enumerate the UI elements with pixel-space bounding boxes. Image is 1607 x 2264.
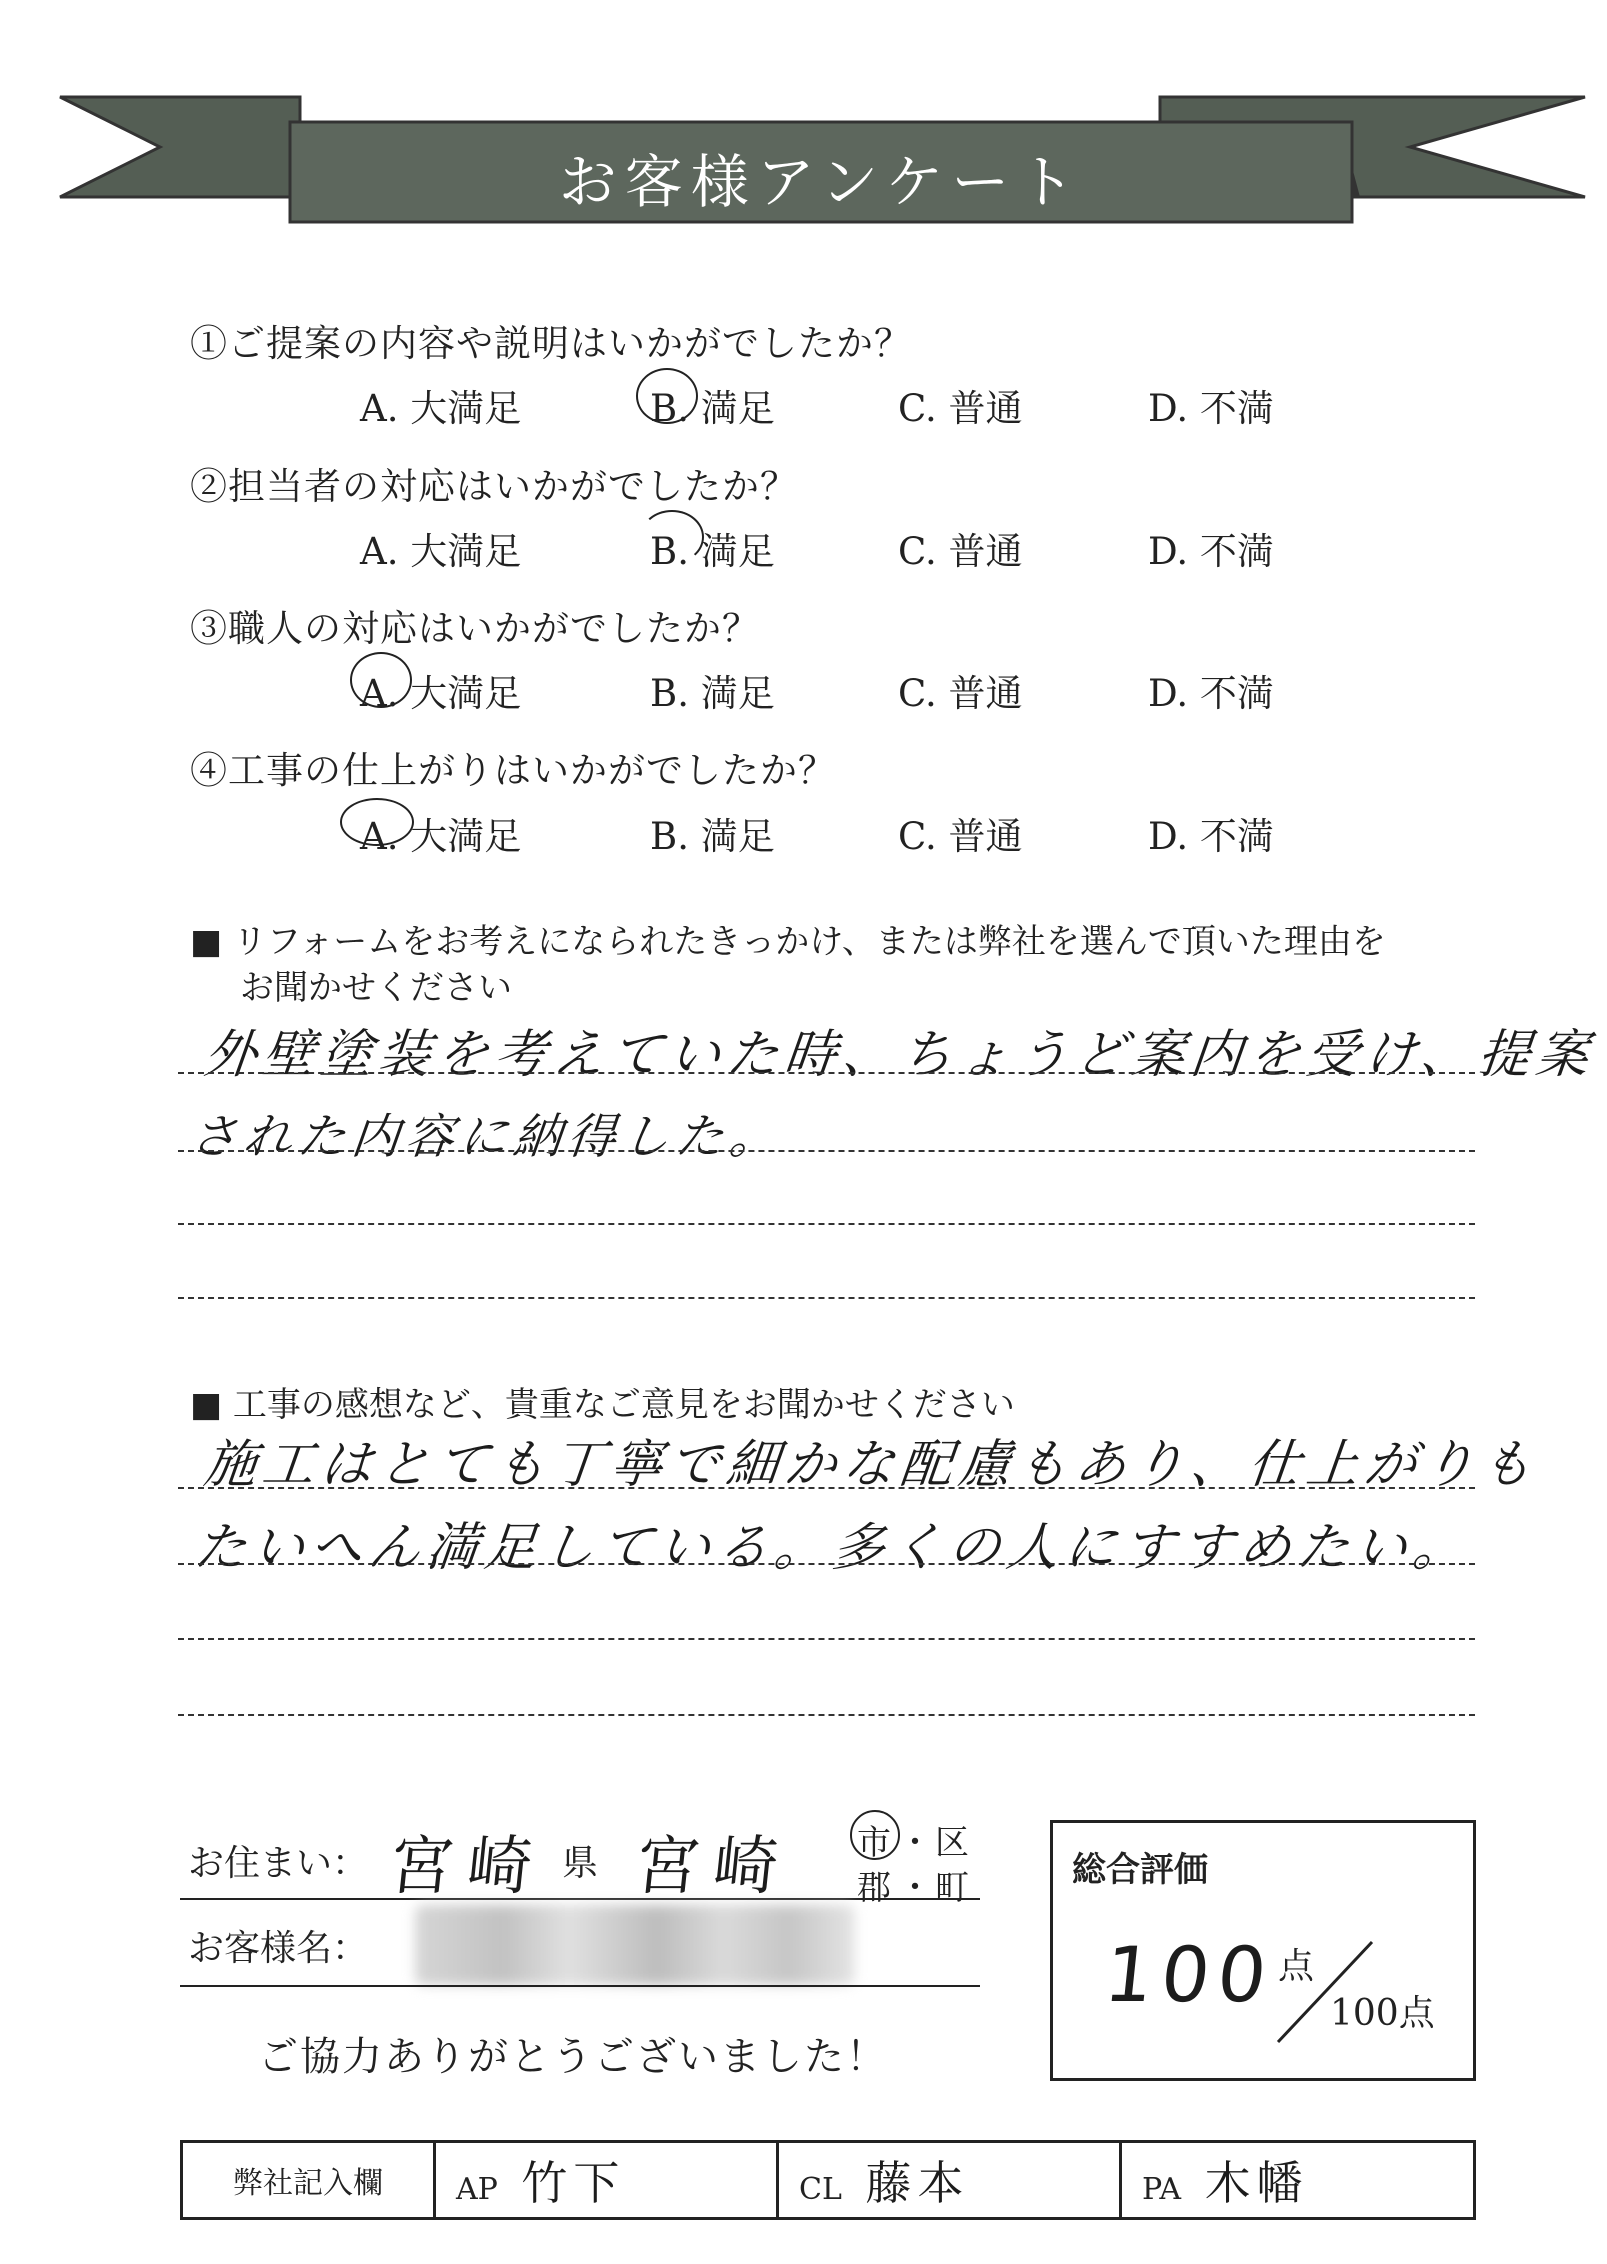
- staff-table: [180, 2140, 1476, 2220]
- section-heading: ■ リフォームをお考えになられたきっかけ、または弊社を選んで頂いた理由を: [190, 922, 1386, 962]
- city-handwritten: 宮崎: [631, 1830, 796, 1904]
- selected-option-mark: [636, 368, 698, 424]
- option-b: B. 満足: [650, 530, 775, 573]
- option-c: C. 普通: [898, 672, 1023, 715]
- city-option: 市: [857, 1823, 891, 1863]
- option-d: D. 不満: [1148, 815, 1274, 858]
- option-b: B. 満足: [650, 387, 775, 430]
- page-title: お客様アンケート: [558, 148, 1084, 216]
- section-heading: ■ 工事の感想など、貴重なご意見をお聞かせください: [190, 1385, 1015, 1425]
- ward-option: 区: [935, 1823, 969, 1863]
- answer-line: [178, 1297, 1475, 1299]
- cl-cell: [778, 2142, 1121, 2219]
- handwritten-answer: された内容に納得した。: [186, 1109, 787, 1165]
- answer-line: [178, 1638, 1475, 1640]
- option-d: D. 不満: [1148, 530, 1274, 573]
- customer-label: お客様名：: [188, 1928, 369, 1969]
- score-value-handwritten: 100: [1100, 1930, 1279, 2019]
- ap-label: AP: [456, 2172, 498, 2207]
- ap-cell: [435, 2142, 778, 2219]
- ap-value: 竹下: [521, 2156, 626, 2210]
- option-d: D. 不満: [1148, 672, 1274, 715]
- prefecture-handwritten: 宮崎: [385, 1830, 550, 1904]
- option-a: A. 大満足: [360, 815, 522, 858]
- score-max: 100点: [1330, 1993, 1435, 2034]
- selected-option-mark: [340, 798, 414, 846]
- question-text: ③職人の対応はいかがでしたか？: [190, 607, 760, 650]
- handwritten-answer: 外壁塗装を考えていた時、ちょうど案内を受け、提案: [201, 1025, 1598, 1085]
- option-d: D. 不満: [1148, 387, 1274, 430]
- pa-label: PA: [1142, 2172, 1182, 2207]
- answer-line: [178, 1714, 1475, 1716]
- answer-line: [178, 1223, 1475, 1225]
- score-unit: 点: [1278, 1946, 1315, 1987]
- pa-value: 木幡: [1204, 2156, 1309, 2210]
- option-b: B. 満足: [650, 672, 775, 715]
- answer-line: [178, 1487, 1475, 1489]
- option-c: C. 普通: [898, 387, 1023, 430]
- option-a: A. 大満足: [360, 387, 522, 430]
- selected-option-mark: [350, 652, 412, 708]
- option-c: C. 普通: [898, 815, 1023, 858]
- handwritten-answer: たいへん満足している。多くの人にすすめたい。: [191, 1518, 1475, 1578]
- customer-underline: [180, 1985, 980, 1987]
- cl-label: CL: [799, 2172, 842, 2207]
- blurred-name: [415, 1905, 855, 1985]
- prefecture-suffix: 県: [562, 1843, 599, 1884]
- score-label: 総合評価: [1072, 1850, 1208, 1890]
- option-a: A. 大満足: [360, 530, 522, 573]
- option-c: C. 普通: [898, 530, 1023, 573]
- cl-value: 藤本: [865, 2156, 970, 2210]
- section-heading-cont: お聞かせください: [240, 968, 512, 1008]
- handwritten-answer: 施工はとても丁寧で細かな配慮もあり、仕上がりも: [201, 1435, 1542, 1495]
- county-option: 郡: [857, 1868, 891, 1908]
- separator-dot: ・: [898, 1868, 932, 1908]
- question-text: ④工事の仕上がりはいかがでしたか？: [190, 749, 836, 792]
- separator-dot: ・: [898, 1823, 932, 1863]
- address-underline: [180, 1898, 980, 1900]
- question-text: ①ご提案の内容や説明はいかがでしたか？: [190, 322, 912, 365]
- option-b: B. 満足: [650, 815, 775, 858]
- answer-line: [178, 1150, 1475, 1152]
- staff-label: 弊社記入欄: [182, 2142, 435, 2219]
- pa-cell: [1121, 2142, 1475, 2219]
- selected-city-mark: [850, 1810, 900, 1860]
- thanks-message: ご協力ありがとうございました！: [258, 2034, 888, 2080]
- option-a: A. 大満足: [360, 672, 522, 715]
- question-text: ②担当者の対応はいかがでしたか？: [190, 465, 798, 508]
- address-label: お住まい：: [188, 1843, 369, 1884]
- town-option: 町: [935, 1868, 969, 1908]
- answer-line: [178, 1563, 1475, 1565]
- answer-line: [178, 1072, 1475, 1074]
- selected-option-mark: [640, 510, 704, 564]
